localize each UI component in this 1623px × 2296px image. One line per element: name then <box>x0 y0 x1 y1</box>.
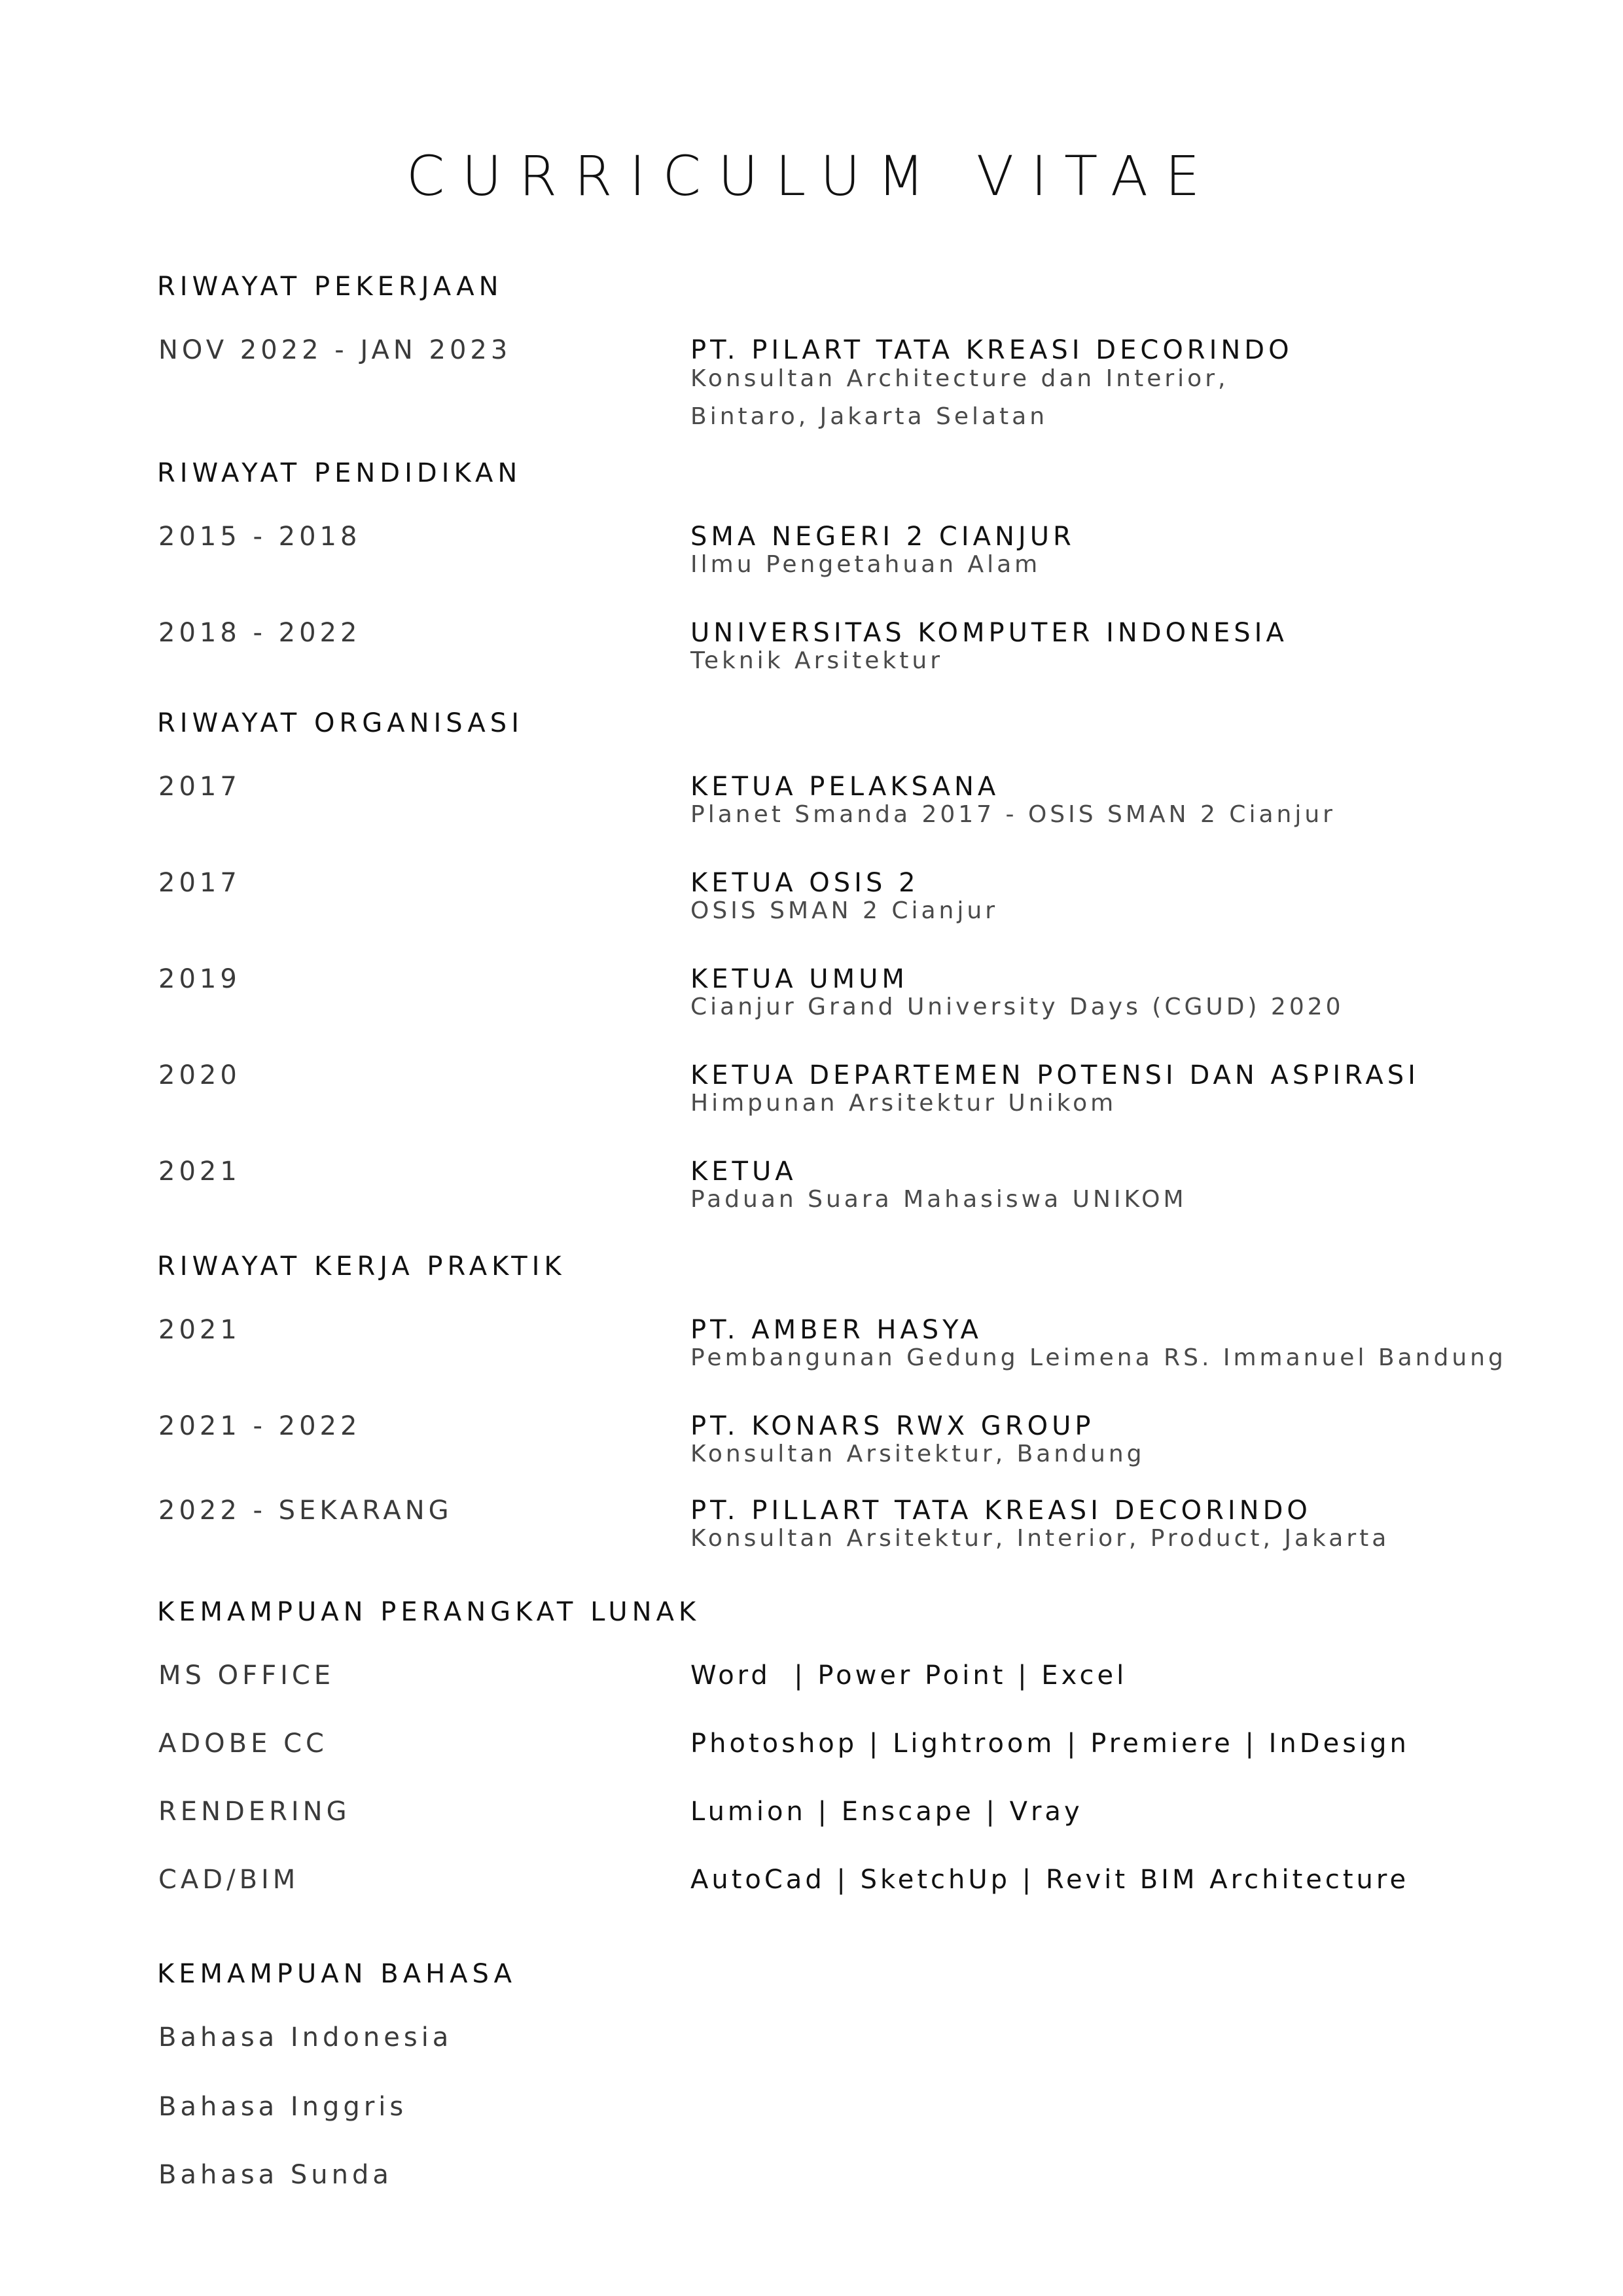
internship-period: 2021 <box>158 1315 241 1345</box>
organization-subtitle: Himpunan Arsitektur Unikom <box>690 1090 1117 1117</box>
organization-title: KETUA UMUM <box>690 964 908 994</box>
organization-subtitle: Cianjur Grand University Days (CGUD) 2020 <box>690 994 1344 1020</box>
language-item: Bahasa Sunda <box>158 2160 393 2190</box>
organization-subtitle: OSIS SMAN 2 Cianjur <box>690 897 998 924</box>
education-title: SMA NEGERI 2 CIANJUR <box>690 522 1075 552</box>
education-period: 2018 - 2022 <box>158 618 361 648</box>
software-tools: Word | Power Point | Excel <box>690 1660 1128 1691</box>
software-tools: Photoshop | Lightroom | Premiere | InDesign <box>690 1729 1410 1759</box>
software-tools: AutoCad | SketchUp | Revit BIM Architecture <box>690 1865 1410 1895</box>
internship-subtitle: Konsultan Arsitektur, Interior, Product, Jakarta <box>690 1525 1390 1552</box>
education-title: UNIVERSITAS KOMPUTER INDONESIA <box>690 618 1288 648</box>
internship-subtitle: Konsultan Arsitektur, Bandung <box>690 1441 1145 1467</box>
software-category: CAD/BIM <box>158 1865 300 1895</box>
software-category: ADOBE CC <box>158 1729 328 1759</box>
internship-subtitle: Pembangunan Gedung Leimena RS. Immanuel Bandung <box>690 1344 1507 1371</box>
software-category: MS OFFICE <box>158 1660 335 1691</box>
internship-title: PT. KONARS RWX GROUP <box>690 1411 1095 1441</box>
work-subtitle-line-2: Bintaro, Jakarta Selatan <box>690 403 1048 430</box>
work-period: NOV 2022 - JAN 2023 <box>158 335 512 365</box>
page-title: CURRICULUM VITAE <box>406 144 1217 208</box>
internship-title: PT. PILLART TATA KREASI DECORINDO <box>690 1496 1311 1526</box>
organization-period: 2017 <box>158 772 241 802</box>
organization-subtitle: Paduan Suara Mahasiswa UNIKOM <box>690 1186 1187 1213</box>
language-item: Bahasa Indonesia <box>158 2022 453 2053</box>
software-category: RENDERING <box>158 1797 351 1827</box>
software-tools: Lumion | Enscape | Vray <box>690 1797 1083 1827</box>
section-heading-organization: RIWAYAT ORGANISASI <box>157 708 524 738</box>
work-subtitle-line-1: Konsultan Architecture dan Interior, <box>690 365 1229 392</box>
section-heading-education: RIWAYAT PENDIDIKAN <box>157 458 522 488</box>
organization-period: 2020 <box>158 1060 241 1090</box>
education-subtitle: Ilmu Pengetahuan Alam <box>690 551 1041 578</box>
section-heading-work: RIWAYAT PEKERJAAN <box>157 272 503 302</box>
organization-title: KETUA PELAKSANA <box>690 772 1000 802</box>
section-heading-internship: RIWAYAT KERJA PRAKTIK <box>157 1251 566 1282</box>
organization-subtitle: Planet Smanda 2017 - OSIS SMAN 2 Cianjur <box>690 801 1336 828</box>
organization-period: 2021 <box>158 1157 241 1187</box>
language-item: Bahasa Inggris <box>158 2092 408 2122</box>
internship-title: PT. AMBER HASYA <box>690 1315 982 1345</box>
organization-title: KETUA DEPARTEMEN POTENSI DAN ASPIRASI <box>690 1060 1419 1090</box>
section-heading-language: KEMAMPUAN BAHASA <box>157 1959 517 1989</box>
section-heading-software: KEMAMPUAN PERANGKAT LUNAK <box>157 1597 701 1627</box>
internship-period: 2022 - SEKARANG <box>158 1496 453 1526</box>
work-title: PT. PILART TATA KREASI DECORINDO <box>690 335 1293 365</box>
organization-period: 2017 <box>158 868 241 898</box>
organization-title: KETUA <box>690 1157 797 1187</box>
education-subtitle: Teknik Arsitektur <box>690 647 944 674</box>
organization-period: 2019 <box>158 964 241 994</box>
internship-period: 2021 - 2022 <box>158 1411 361 1441</box>
education-period: 2015 - 2018 <box>158 522 361 552</box>
organization-title: KETUA OSIS 2 <box>690 868 919 898</box>
